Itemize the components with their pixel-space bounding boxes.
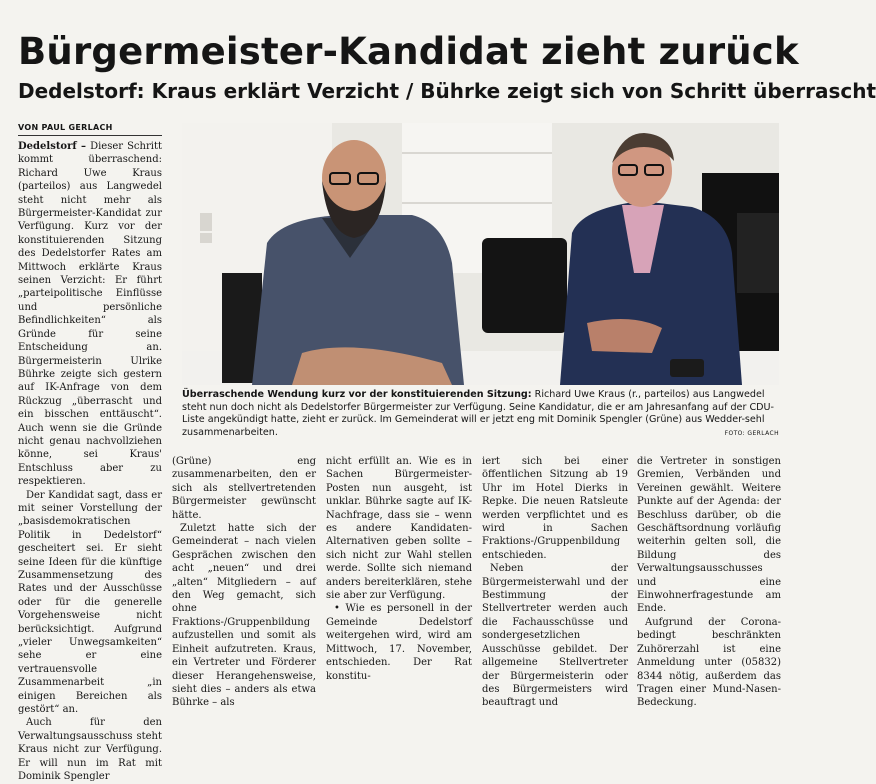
paragraph: Zuletzt hatte sich der Gemeinderat – nach vielen Gesprächen zwischen den acht „neuen“ und drei „alten“ Mitgliedern – auf den Weg gemacht, sich ohne Fraktions-/Gruppenbildung aufzustellen und somit als Einheit aufzutreten. Kraus, ein Vertreter und Förderer dieser Herangehensweise, sieht dies – anders als etwa Bührke – als bbox=[172, 523, 316, 709]
article-column-2 bbox=[172, 455, 316, 709]
article-photo bbox=[182, 123, 779, 385]
paragraph: nicht erfüllt an. Wie es in Sachen Bürgermeister-Posten nun ausgeht, ist unklar. Bührke sagte auf IK-Nachfrage, dass sie – wenn es andere Kandidaten-Alternativen geben sollte – sich nicht zur Wahl stellen werde. Sollte sich niemand anders bereiterklären, stehe sie aber zur Verfügung. bbox=[326, 456, 472, 602]
paragraph: die Vertreter in sonstigen Gremien, Verbänden und Vereinen gewählt. Weitere Punkte auf der Agenda: der Beschluss darüber, ob die Geschäftsordnung vorläufig weiterhin gelten soll, die Bildung des Verwaltungsausschusses und eine Einwohnerfragestunde am Ende. bbox=[637, 456, 781, 615]
paragraph: • Wie es personell in der Gemeinde Dedelstorf weitergehen wird, wird am Mittwoch, 17. November, entschieden. Der Rat konstitu- bbox=[326, 603, 472, 682]
photo-illustration bbox=[182, 123, 779, 385]
article-column-1 bbox=[18, 140, 162, 783]
caption-text: Richard Uwe Kraus (r., parteilos) aus Langwedel steht nun doch nicht als Dedelstorfer Bürgermeister zur Verfügung. Seine Kandidatur, die er am Jahresanfang auf der CDU-Liste angekündigt hatte, zieht er zurück. Im Gemeinderat will er jetzt eng mit Dominik Spengler (Grüne) aus Wedder-sehl zusammenarbeiten. bbox=[182, 389, 775, 438]
headline: Bürgermeister-Kandidat zieht zurück bbox=[18, 30, 799, 73]
article-column-5 bbox=[637, 455, 781, 709]
paragraph: iert sich bei einer öffentlichen Sitzung ab 19 Uhr im Hotel Dierks in Repke. Die neuen Ratsleute werden verpflichtet und es wird in Sachen Fraktions-/Gruppenbildung entschieden. bbox=[482, 456, 628, 561]
subhead: Dedelstorf: Kraus erklärt Verzicht / Bührke zeigt sich von Schritt überrascht bbox=[18, 79, 876, 103]
byline: VON PAUL GERLACH bbox=[18, 123, 113, 132]
article-column-3 bbox=[326, 455, 472, 682]
article-column-4 bbox=[482, 455, 628, 709]
paragraph: Der Kandidat sagt, dass er mit seiner Vorstellung der „basisdemokratischen Politik in Dedelstorf“ gescheitert sei. Er sieht seine Ideen für die künftige Zusammensetzung des Rates und der Ausschüsse oder für die generelle Vorgehensweise nicht berücksichtigt. Aufgrund „vieler Unwegsamkeiten“ sehe er eine vertrauensvolle Zusammenarbeit „in einigen Bereichen als gestört“ an. bbox=[18, 489, 162, 716]
photo-credit: FOTO: GERLACH bbox=[724, 429, 779, 437]
paragraph-text: Dieser Schritt kommt überraschend: Richard Uwe Kraus (parteilos) aus Langwedel steht nicht mehr als Bürgermeister-Kandidat zur Verfügung. Kurz vor der konstituierenden Sitzung des Dedelstorfer Rates am Mittwoch erklärte Kraus seinen Verzicht: Er führt „parteipolitische Einflüsse und persönliche Befindlichkeiten“ als Gründe für seine Entscheidung an. Bürgermeisterin Ulrike Bührke zeigte sich gestern auf IK-Anfrage von dem Rückzug „überrascht und ein bisschen enttäuscht“. Auch wenn sie die Gründe nicht genau nachvollziehen könne, sei Kraus' Entschluss aber zu respektieren. bbox=[18, 141, 162, 488]
caption-lead: Überraschende Wendung kurz vor der konstituierenden Sitzung: bbox=[182, 389, 532, 400]
byline-rule bbox=[18, 135, 162, 136]
paragraph: Auch für den Verwaltungsausschuss steht Kraus nicht zur Verfügung. Er will nun im Rat mit Dominik Spengler bbox=[18, 717, 162, 783]
dateline: Dedelstorf – bbox=[18, 141, 87, 152]
paragraph bbox=[18, 140, 162, 489]
paragraph: Neben der Bürgermeisterwahl und der Bestimmung der Stellvertreter werden auch die Fachausschüsse und sondergesetzlichen Ausschüsse gebildet. Der allgemeine Stellvertreter der Bürgermeisterin oder des Bürgermeisters wird beauftragt und bbox=[482, 563, 628, 709]
photo-caption bbox=[182, 389, 779, 439]
paragraph: Aufgrund der Corona-bedingt beschränkten Zuhörerzahl ist eine Anmeldung unter (05832) 8344 nötig, außerdem das Tragen einer Mund-Nasen-Bedeckung. bbox=[637, 616, 781, 709]
paragraph: (Grüne) eng zusammenarbeiten, den er sich als stellvertretenden Bürgermeister gewünscht hätte. bbox=[172, 456, 316, 521]
